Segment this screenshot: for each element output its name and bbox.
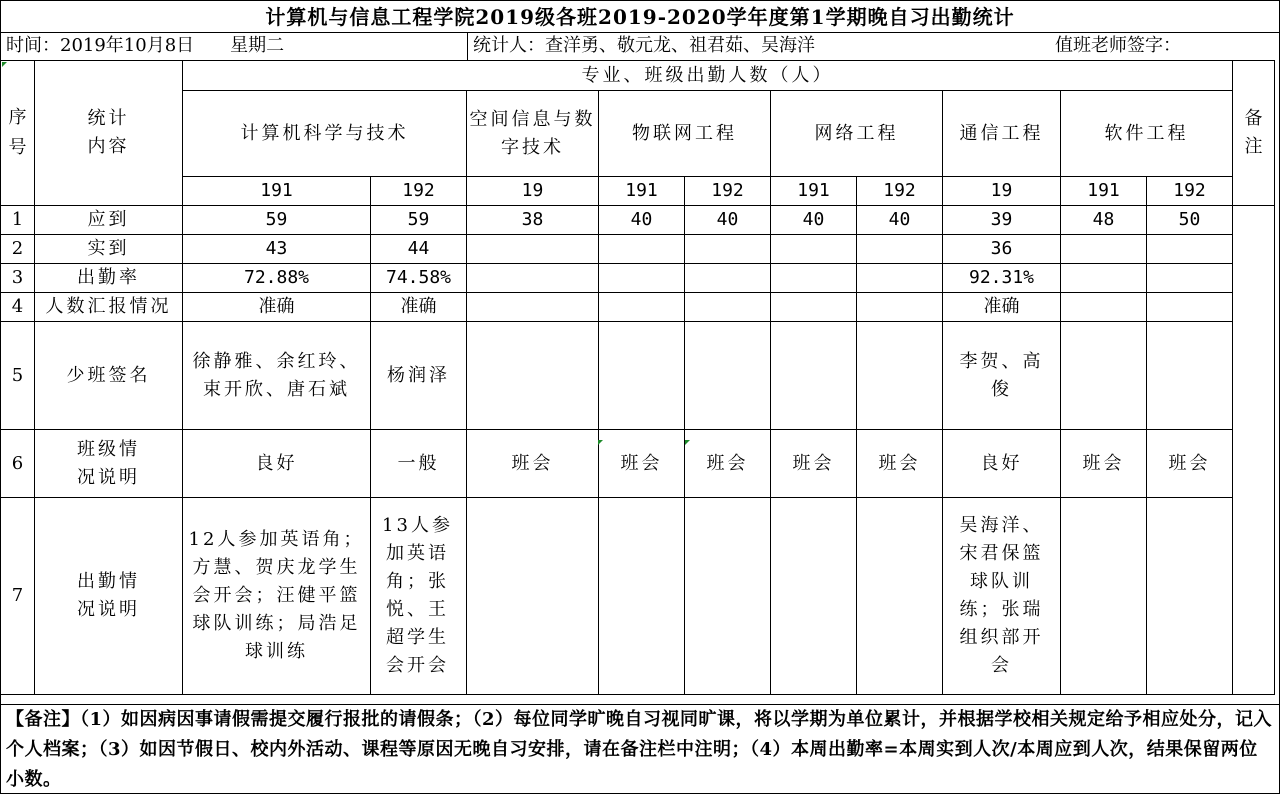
data-cell: 班会 — [599, 430, 685, 498]
major-software: 软件工程 — [1061, 91, 1233, 177]
row-label: 实到 — [35, 235, 183, 264]
header-group: 专业、班级出勤人数（人） — [183, 61, 1233, 91]
class-header: 192 — [685, 177, 771, 206]
class-header: 191 — [183, 177, 371, 206]
data-cell: 72.88% — [183, 264, 371, 293]
data-cell: 准确 — [371, 293, 467, 322]
data-cell: 59 — [183, 206, 371, 235]
class-header: 191 — [1061, 177, 1147, 206]
data-cell: 59 — [371, 206, 467, 235]
data-cell: 39 — [943, 206, 1061, 235]
data-cell: 36 — [943, 235, 1061, 264]
row-label: 少班签名 — [35, 322, 183, 430]
class-header: 19 — [943, 177, 1061, 206]
data-cell: 准确 — [943, 293, 1061, 322]
row-label: 人数汇报情况 — [35, 293, 183, 322]
header-seq: 序号 — [1, 61, 35, 206]
row-label: 班级情况说明 — [35, 430, 183, 498]
data-cell: 40 — [857, 206, 943, 235]
major-communication: 通信工程 — [943, 91, 1061, 177]
row-number: 5 — [1, 322, 35, 430]
data-cell: 准确 — [183, 293, 371, 322]
row-label: 出勤情况说明 — [35, 498, 183, 695]
header-remark: 备注 — [1233, 61, 1275, 206]
row-number: 4 — [1, 293, 35, 322]
data-cell: 徐静雅、余红玲、束开欣、唐石斌 — [183, 322, 371, 430]
data-cell: 74.58% — [371, 264, 467, 293]
data-cell: 吴海洋、宋君保篮球队训练；张瑞组织部开会 — [943, 498, 1061, 695]
cell-marker — [685, 440, 690, 445]
data-cell: 48 — [1061, 206, 1147, 235]
header-content: 统计内容 — [35, 61, 183, 206]
data-cell: 92.31% — [943, 264, 1061, 293]
data-cell: 13人参加英语角；张悦、王超学生会开会 — [371, 498, 467, 695]
cell-marker — [598, 440, 603, 445]
data-cell: 40 — [599, 206, 685, 235]
data-cell: 一般 — [371, 430, 467, 498]
data-cell: 40 — [771, 206, 857, 235]
row-number: 3 — [1, 264, 35, 293]
data-cell: 班会 — [857, 430, 943, 498]
class-header: 191 — [771, 177, 857, 206]
data-cell: 良好 — [183, 430, 371, 498]
major-spatial-info: 空间信息与数字技术 — [467, 91, 599, 177]
data-cell: 李贺、高俊 — [943, 322, 1061, 430]
class-header: 19 — [467, 177, 599, 206]
data-cell: 班会 — [1061, 430, 1147, 498]
class-header: 192 — [857, 177, 943, 206]
data-cell: 44 — [371, 235, 467, 264]
major-cs: 计算机科学与技术 — [183, 91, 467, 177]
major-network: 网络工程 — [771, 91, 943, 177]
data-cell: 50 — [1147, 206, 1233, 235]
row-number: 1 — [1, 206, 35, 235]
data-cell: 12人参加英语角；方慧、贺庆龙学生会开会；汪健平篮球队训练；局浩足球训练 — [183, 498, 371, 695]
sheet-title: 计算机与信息工程学院2019级各班2019-2020学年度第1学期晚自习出勤统计 — [0, 2, 1280, 33]
class-header: 192 — [1147, 177, 1233, 206]
footer-notes: 【备注】（1）如因病因事请假需提交履行报批的请假条；（2）每位同学旷晚自习视同旷课，将以学期为单位累计，并根据学校相关规定给予相应处分，记入个人档案；（3）如因节假日、校内外活动、课程等原因无晚自习安排，请在备注栏中注明；（4）本周出勤率=本周实到人次/本周应到人次，结果保留两位小数。 — [0, 704, 1280, 794]
row-number: 6 — [1, 430, 35, 498]
data-cell: 班会 — [1147, 430, 1233, 498]
data-cell: 班会 — [771, 430, 857, 498]
data-cell: 40 — [685, 206, 771, 235]
major-iot: 物联网工程 — [599, 91, 771, 177]
counters-field: 统计人：查洋勇、敬元龙、祖君茹、吴海洋 — [473, 35, 815, 56]
data-cell: 43 — [183, 235, 371, 264]
data-cell: 班会 — [467, 430, 599, 498]
data-cell: 良好 — [943, 430, 1061, 498]
data-cell: 班会 — [685, 430, 771, 498]
row-number: 2 — [1, 235, 35, 264]
cell-marker — [2, 62, 7, 67]
data-cell: 杨润泽 — [371, 322, 467, 430]
row-label: 出勤率 — [35, 264, 183, 293]
row-label: 应到 — [35, 206, 183, 235]
teacher-signature-field: 值班老师签字： — [1055, 35, 1181, 56]
class-header: 192 — [371, 177, 467, 206]
class-header: 191 — [599, 177, 685, 206]
date-field: 时间：2019年10月8日 星期二 — [6, 35, 285, 56]
data-cell: 38 — [467, 206, 599, 235]
row-number: 7 — [1, 498, 35, 695]
